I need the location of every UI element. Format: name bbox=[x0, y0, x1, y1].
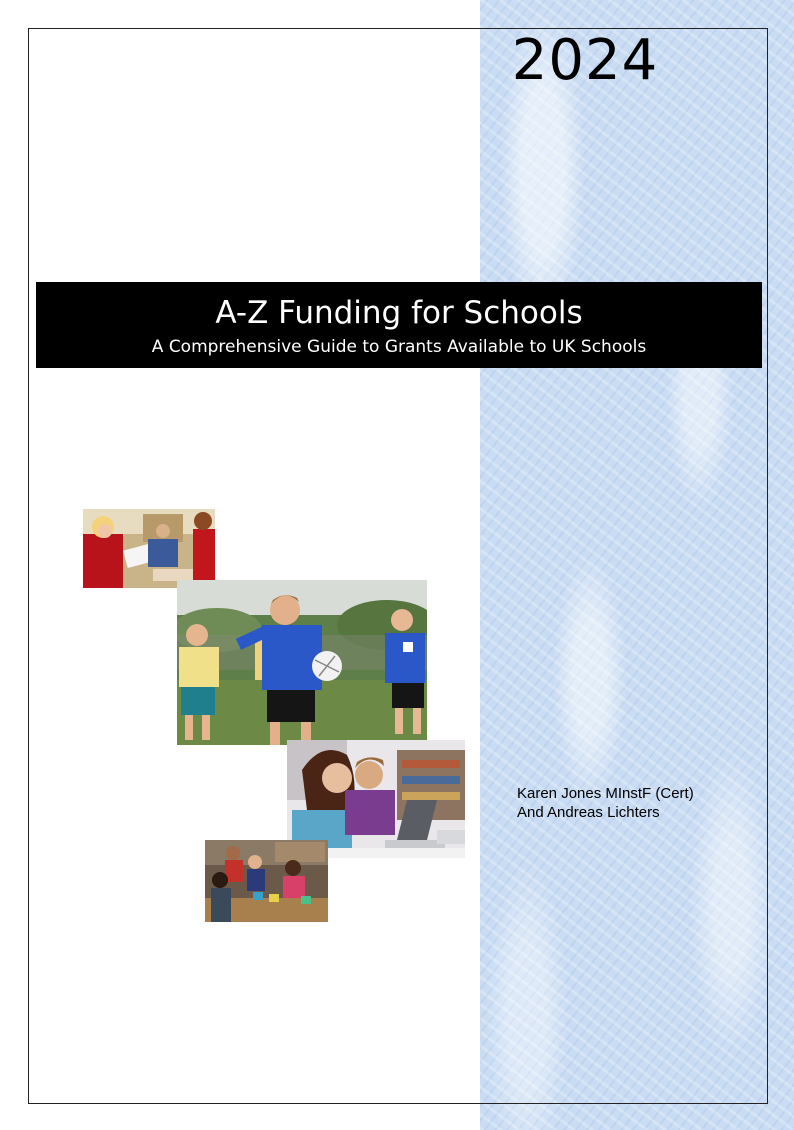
author-line-1: Karen Jones MInstF (Cert) bbox=[517, 785, 694, 802]
children-reading-photo bbox=[83, 509, 215, 588]
authors-block bbox=[517, 784, 694, 822]
title-band bbox=[36, 282, 762, 368]
author-line-2: And Andreas Lichters bbox=[517, 804, 660, 821]
classroom-table-photo bbox=[205, 840, 328, 922]
document-subtitle: A Comprehensive Guide to Grants Available to UK Schools bbox=[151, 337, 647, 357]
year-label: 2024 bbox=[511, 28, 659, 93]
children-rugby-photo bbox=[177, 580, 427, 745]
document-title: A-Z Funding for Schools bbox=[215, 295, 583, 331]
